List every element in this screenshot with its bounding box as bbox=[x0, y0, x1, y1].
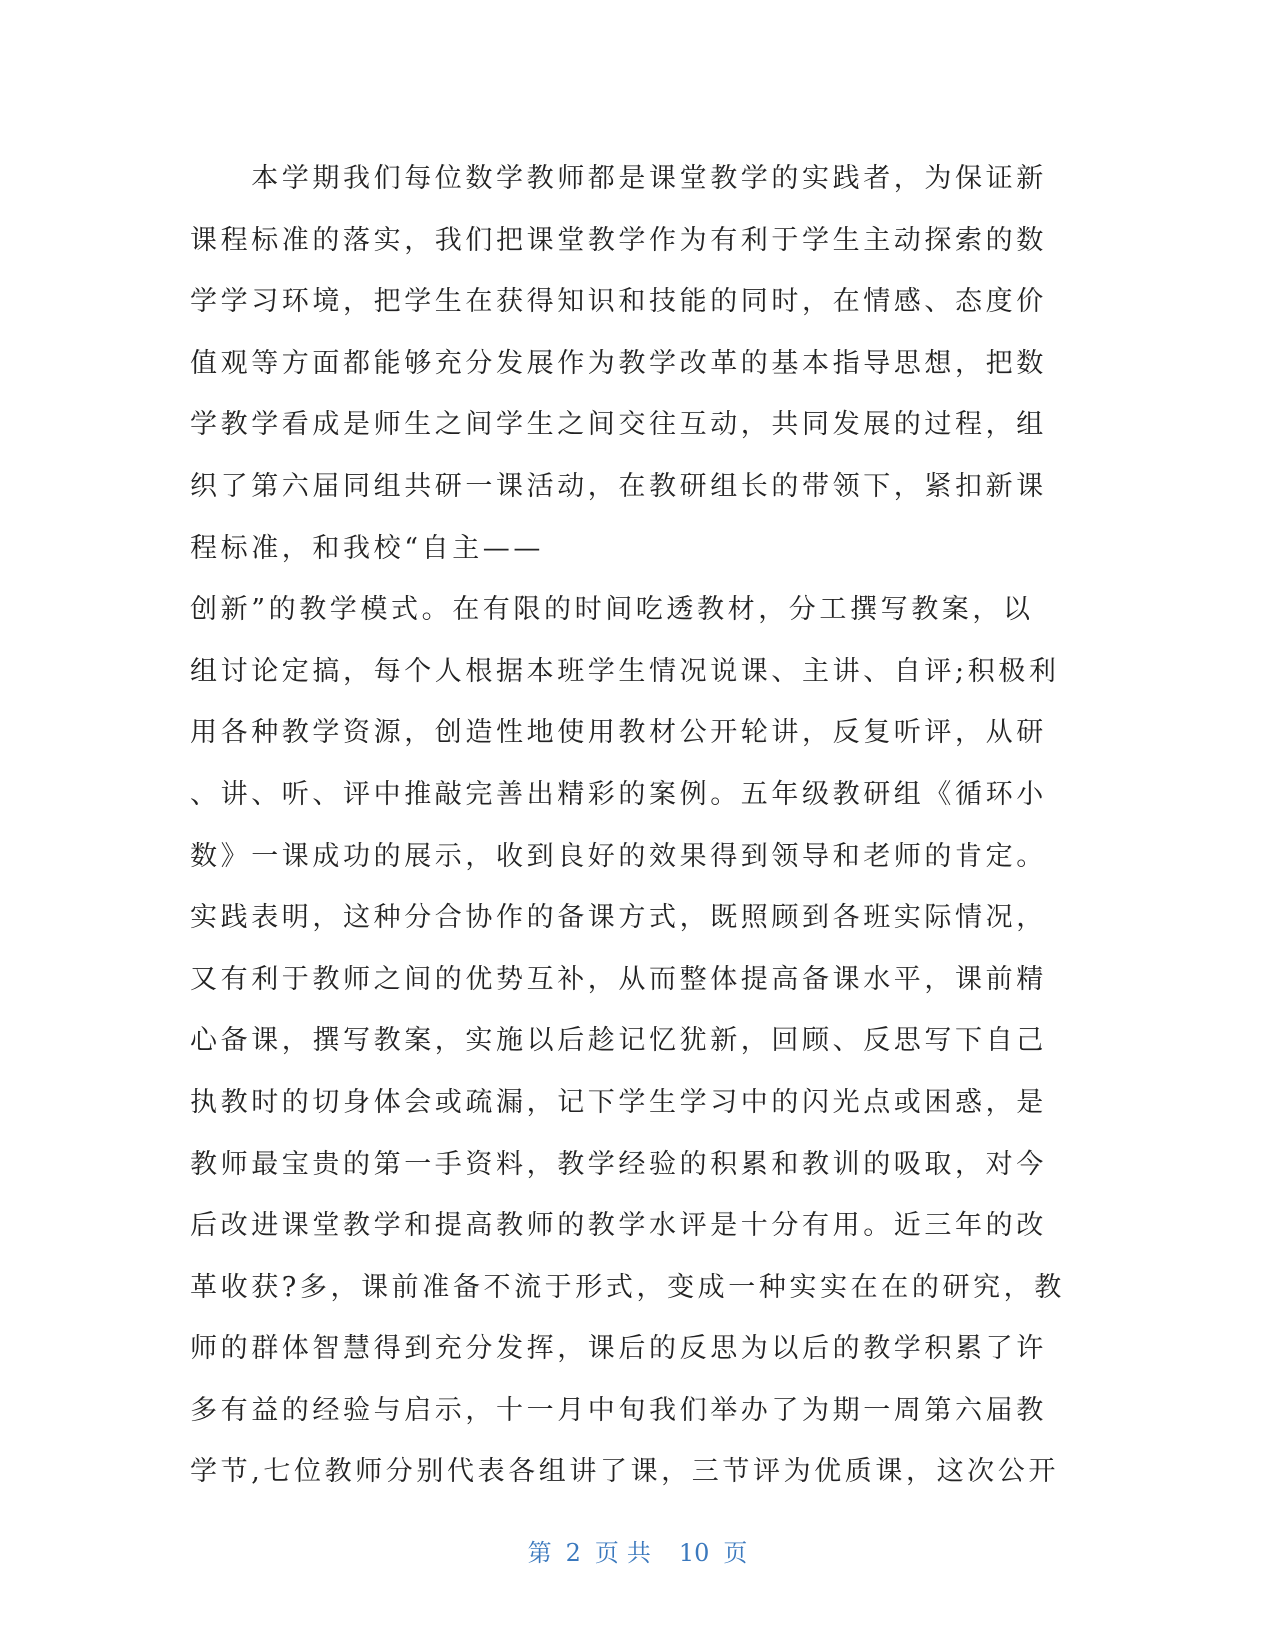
text-line: 、讲、听、评中推敲完善出精彩的案例。五年级教研组《循环小 bbox=[190, 778, 1047, 810]
text-line: 织了第六届同组共研一课活动，在教研组长的带领下，紧扣新课 bbox=[190, 470, 1047, 502]
text-line: 数》一课成功的展示，收到良好的效果得到领导和老师的肯定。 bbox=[190, 840, 1047, 872]
text-line: 师的群体智慧得到充分发挥，课后的反思为以后的教学积累了许 bbox=[190, 1333, 1047, 1365]
text-line: 程标准，和我校“自主—— bbox=[190, 532, 545, 564]
body-text bbox=[190, 148, 1090, 1503]
text-line: 值观等方面都能够充分发展作为教学改革的基本指导思想，把数 bbox=[190, 347, 1047, 379]
text-line: 组讨论定搞，每个人根据本班学生情况说课、主讲、自评;积极利 bbox=[190, 655, 1060, 687]
text-line: 学学习环境，把学生在获得知识和技能的同时，在情感、态度价 bbox=[190, 286, 1047, 318]
text-line: 学节,七位教师分别代表各组讲了课，三节评为优质课，这次公开 bbox=[190, 1456, 1059, 1488]
text-line: 心备课，撰写教案，实施以后趁记忆犹新，回顾、反思写下自己 bbox=[190, 1025, 1047, 1057]
text-line: 教师最宝贵的第一手资料，教学经验的积累和教训的吸取，对今 bbox=[190, 1148, 1047, 1180]
footer-suffix: 页 bbox=[723, 1539, 748, 1567]
text-line: 又有利于教师之间的优势互补，从而整体提高备课水平，课前精 bbox=[190, 963, 1047, 995]
total-pages-number: 10 bbox=[678, 1539, 710, 1567]
text-line: 课程标准的落实，我们把课堂教学作为有利于学生主动探索的数 bbox=[190, 224, 1047, 256]
text-line: 本学期我们每位数学教师都是课堂教学的实践者，为保证新 bbox=[190, 163, 1047, 194]
current-page-number: 2 bbox=[565, 1539, 581, 1567]
text-line: 实践表明，这种分合协作的备课方式，既照顾到各班实际情况， bbox=[190, 902, 1047, 934]
text-line: 用各种教学资源，创造性地使用教材公开轮讲，反复听评，从研 bbox=[190, 717, 1047, 749]
footer-page-word: 页 bbox=[594, 1539, 619, 1567]
page-footer bbox=[0, 1533, 1275, 1573]
text-line: 多有益的经验与启示，十一月中旬我们举办了为期一周第六届教 bbox=[190, 1394, 1047, 1426]
footer-prefix: 第 bbox=[527, 1539, 552, 1567]
footer-total-word: 共 bbox=[626, 1539, 651, 1567]
text-line: 执教时的切身体会或疏漏，记下学生学习中的闪光点或困惑，是 bbox=[190, 1086, 1047, 1118]
text-line: 后改进课堂教学和提高教师的教学水评是十分有用。近三年的改 bbox=[190, 1210, 1047, 1242]
text-line: 学教学看成是师生之间学生之间交往互动，共同发展的过程，组 bbox=[190, 409, 1047, 441]
text-line: 革收获?多，课前准备不流于形式，变成一种实实在在的研究，教 bbox=[190, 1271, 1065, 1303]
text-line: 创新”的教学模式。在有限的时间吃透教材，分工撰写教案，以 bbox=[190, 594, 1034, 626]
